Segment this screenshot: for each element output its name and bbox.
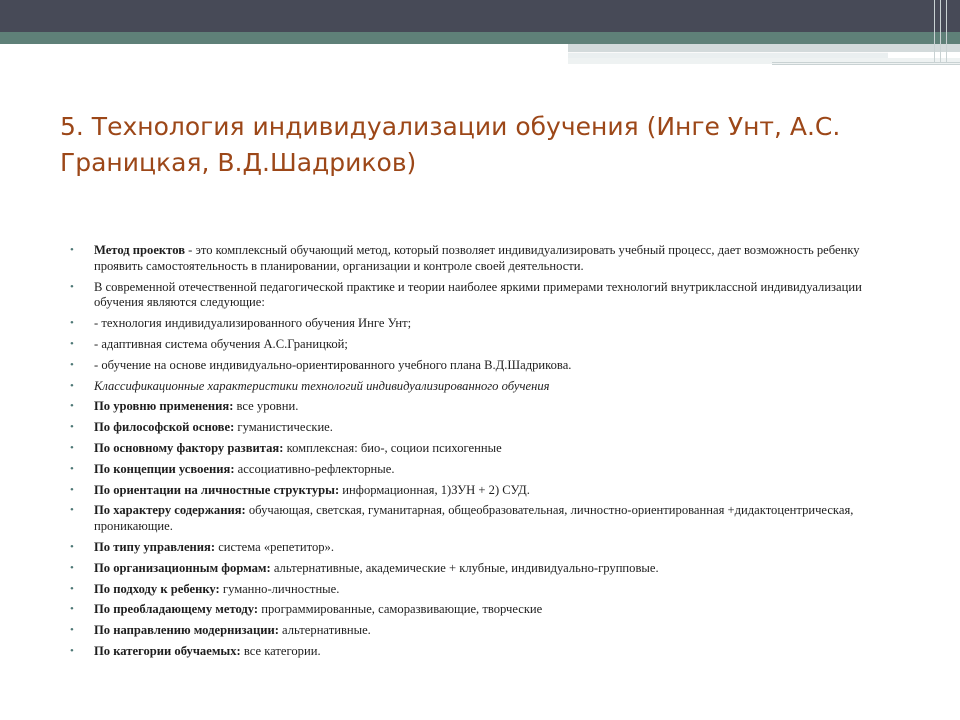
decor-line bbox=[946, 0, 947, 62]
list-item bbox=[70, 602, 900, 618]
item-text: гуманистические. bbox=[234, 420, 333, 435]
bullet-icon: • bbox=[70, 504, 74, 517]
item-text: обучающая, светская, гуманитарная, общеобразовательная, личностно-ориентированная +дидактоцентрическая, проникающие. bbox=[94, 503, 854, 534]
item-text: - адаптивная система обучения А.С.Границкой; bbox=[94, 336, 348, 351]
item-text: - это комплексный обучающий метод, который позволяет индивидуализировать учебный процесс, дает возможность ребенку проявить самостоятельность в планировании, организации и контроле своей деятельности. bbox=[94, 243, 860, 273]
item-label: По ориентации на личностные структуры: bbox=[94, 482, 340, 497]
item-label: По организационным формам: bbox=[94, 560, 271, 575]
decor-line bbox=[568, 52, 888, 53]
bullet-icon: • bbox=[70, 337, 74, 350]
decor-line bbox=[772, 64, 960, 65]
list-item bbox=[70, 358, 900, 374]
bullet-icon: • bbox=[70, 624, 74, 637]
list-item bbox=[70, 280, 900, 312]
list-item bbox=[70, 540, 900, 556]
list-item bbox=[70, 399, 900, 415]
item-label: Метод проектов bbox=[94, 243, 185, 257]
item-text: гуманно-личностные. bbox=[219, 581, 340, 596]
bullet-icon: • bbox=[70, 462, 74, 475]
item-text: комплексная: био-, социои психогенные bbox=[283, 440, 502, 455]
item-text: информационная, 1)ЗУН + 2) СУД. bbox=[339, 482, 530, 497]
item-text: ассоциативно-рефлекторные. bbox=[234, 461, 395, 476]
decor-strip bbox=[568, 44, 960, 52]
item-text: В современной отечественной педагогической практике и теории наиболее яркими примерами технологий внутриклассной индивидуализации обучения являются следующие: bbox=[94, 279, 862, 310]
bullet-icon: • bbox=[70, 317, 74, 330]
list-item bbox=[70, 379, 900, 395]
item-text: - обучение на основе индивидуально-ориентированного учебного плана В.Д.Шадрикова. bbox=[94, 357, 572, 372]
bullet-icon: • bbox=[70, 603, 74, 616]
item-label: По основному фактору развитая: bbox=[94, 440, 284, 455]
item-label: По направлению модернизации: bbox=[94, 623, 279, 638]
bullet-icon: • bbox=[70, 280, 74, 293]
bullet-icon: • bbox=[70, 441, 74, 454]
bullet-list bbox=[70, 243, 900, 665]
item-text: все категории. bbox=[240, 643, 321, 658]
bullet-icon: • bbox=[70, 644, 74, 657]
list-item bbox=[70, 503, 900, 535]
item-label: По подходу к ребенку: bbox=[94, 581, 220, 596]
list-item bbox=[70, 582, 900, 598]
bullet-icon: • bbox=[70, 483, 74, 496]
top-bar bbox=[0, 0, 960, 32]
decor-line bbox=[934, 0, 935, 62]
decor-line bbox=[940, 0, 941, 62]
bullet-icon: • bbox=[70, 358, 74, 371]
accent-band bbox=[0, 32, 960, 44]
list-item bbox=[70, 561, 900, 577]
bullet-icon: • bbox=[70, 400, 74, 413]
item-text: альтернативные. bbox=[278, 623, 371, 638]
bullet-icon: • bbox=[70, 379, 74, 392]
item-label: По уровню применения: bbox=[94, 399, 234, 414]
item-label: По характеру содержания: bbox=[94, 503, 246, 518]
list-item bbox=[70, 420, 900, 436]
bullet-icon: • bbox=[70, 244, 74, 256]
item-text: программированные, саморазвивающие, творческие bbox=[258, 602, 543, 617]
item-italic-text: Классификационные характеристики технологий индивидуализированного обучения bbox=[94, 378, 550, 393]
bullet-icon: • bbox=[70, 561, 74, 574]
item-label: По типу управления: bbox=[94, 539, 216, 554]
item-text: система «репетитор». bbox=[215, 539, 334, 554]
list-item bbox=[70, 441, 900, 457]
bullet-icon: • bbox=[70, 540, 74, 553]
item-label: По философской основе: bbox=[94, 420, 235, 435]
decor-line bbox=[772, 62, 960, 63]
item-text: - технология индивидуализированного обучения Инге Унт; bbox=[94, 316, 412, 331]
list-item bbox=[70, 243, 900, 275]
item-label: По концепции усвоения: bbox=[94, 461, 235, 476]
list-item bbox=[70, 316, 900, 332]
item-text: альтернативные, академические + клубные, индивидуально-групповые. bbox=[270, 560, 659, 575]
item-text: все уровни. bbox=[233, 399, 299, 414]
slide-title: 5. Технология индивидуализации обучения (Инге Унт, А.С. Границкая, В.Д.Шадриков) bbox=[60, 112, 841, 177]
list-item bbox=[70, 462, 900, 478]
item-label: По преобладающему методу: bbox=[94, 602, 259, 617]
list-item bbox=[70, 623, 900, 639]
list-item bbox=[70, 483, 900, 499]
bullet-icon: • bbox=[70, 582, 74, 595]
item-label: По категории обучаемых: bbox=[94, 643, 241, 658]
list-item bbox=[70, 644, 900, 660]
list-item bbox=[70, 337, 900, 353]
bullet-icon: • bbox=[70, 421, 74, 434]
